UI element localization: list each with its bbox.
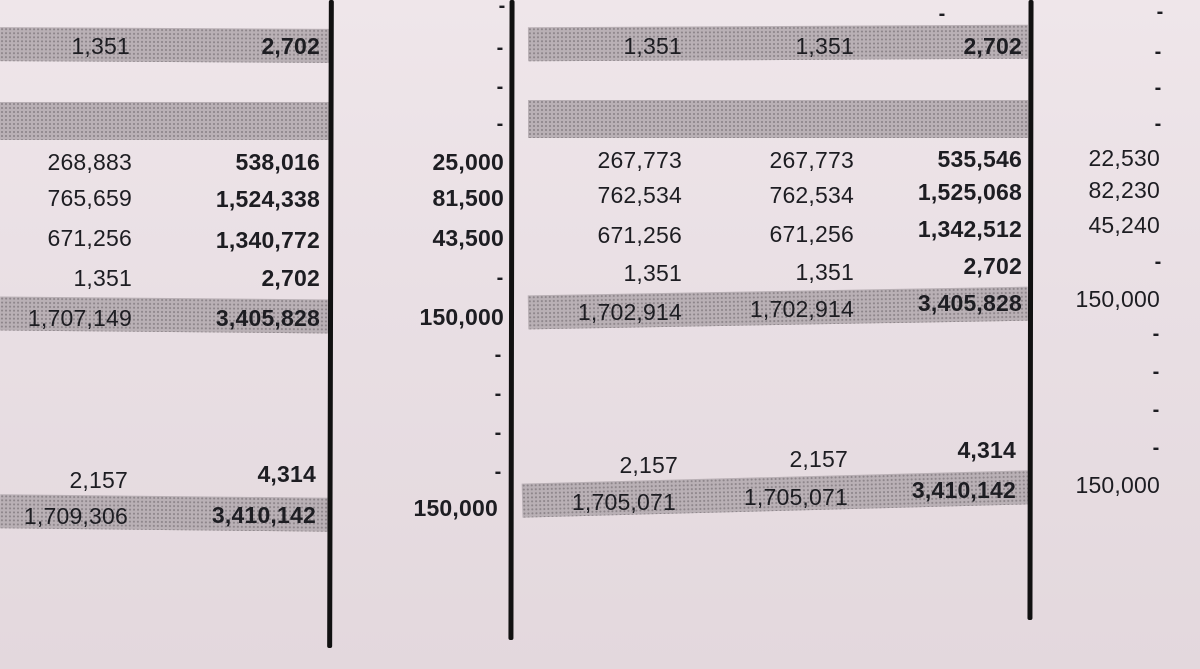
cell-r12-c6: 4,314 — [957, 437, 1016, 463]
cell-top-c7: - — [1156, 1, 1164, 23]
cell-r6-c4: 671,256 — [597, 222, 682, 248]
cell-r3-c7: - — [1154, 113, 1162, 135]
cell-top-c6: - — [938, 3, 946, 25]
cell-r13-c3: 150,000 — [413, 495, 498, 521]
cell-r11-c3: - — [494, 422, 502, 444]
cell-r1-c4: 1,351 — [623, 33, 682, 59]
cell-r4-c5: 267,773 — [769, 147, 854, 173]
cell-r7-c5: 1,351 — [795, 259, 854, 285]
cell-r12-c4: 2,157 — [619, 452, 678, 478]
cell-r1-c6: 2,702 — [963, 33, 1022, 59]
cell-r5-c3: 81,500 — [432, 185, 504, 211]
cell-r5-c1: 765,659 — [47, 185, 132, 211]
cell-r8-c3: 150,000 — [419, 304, 504, 330]
cell-r10-c7: - — [1152, 361, 1160, 383]
cell-r5-c2: 1,524,338 — [215, 186, 320, 212]
cell-r8-c1: 1,707,149 — [27, 305, 132, 331]
cell-r12-c5: 2,157 — [789, 446, 848, 472]
shaded-band-row-3-left — [0, 102, 330, 140]
cell-r5-c5: 762,534 — [769, 182, 854, 208]
cell-r7-c1: 1,351 — [73, 265, 132, 291]
cell-r7-c2: 2,702 — [261, 265, 320, 291]
cell-r1-c3: - — [496, 37, 504, 59]
cell-r13-c1: 1,709,306 — [23, 503, 128, 529]
cell-r9-c3: - — [494, 344, 502, 366]
cell-r4-c7: 22,530 — [1088, 145, 1160, 171]
cell-r13-c7: 150,000 — [1075, 472, 1160, 498]
cell-r12-c7: - — [1152, 437, 1160, 459]
cell-r10-c3: - — [494, 383, 502, 405]
cell-r1-c5: 1,351 — [795, 33, 854, 59]
cell-r12-c1: 2,157 — [69, 467, 128, 493]
cell-r4-c1: 268,883 — [47, 149, 132, 175]
cell-r6-c3: 43,500 — [432, 225, 504, 251]
column-divider-3 — [1027, 0, 1033, 620]
cell-r6-c1: 671,256 — [47, 225, 132, 251]
cell-r7-c6: 2,702 — [963, 253, 1022, 279]
cell-r9-c7: - — [1152, 323, 1160, 345]
shaded-band-row-3-right — [528, 100, 1028, 138]
cell-r6-c5: 671,256 — [769, 221, 854, 247]
cell-r2-c7: - — [1154, 77, 1162, 99]
cell-r5-c6: 1,525,068 — [917, 179, 1022, 205]
column-divider-1 — [327, 0, 334, 648]
cell-r8-c4: 1,702,914 — [577, 299, 682, 325]
cell-r8-c6: 3,405,828 — [917, 290, 1022, 316]
cell-r4-c3: 25,000 — [432, 149, 504, 175]
cell-r7-c7: - — [1154, 251, 1162, 273]
cell-r8-c7: 150,000 — [1075, 286, 1160, 312]
cell-r5-c4: 762,534 — [597, 182, 682, 208]
cell-r4-c2: 538,016 — [235, 149, 320, 175]
cell-r3-c3: - — [496, 113, 504, 135]
cell-r6-c2: 1,340,772 — [215, 227, 320, 253]
cell-r7-c4: 1,351 — [623, 260, 682, 286]
cell-top-c3: - — [498, 0, 506, 17]
cell-r6-c6: 1,342,512 — [917, 216, 1022, 242]
cell-r12-c2: 4,314 — [257, 461, 316, 487]
cell-r11-c7: - — [1152, 399, 1160, 421]
cell-r13-c6: 3,410,142 — [911, 477, 1016, 503]
cell-r13-c4: 1,705,071 — [571, 489, 676, 515]
cell-r7-c3: - — [496, 267, 504, 289]
cell-r8-c5: 1,702,914 — [749, 296, 854, 322]
cell-r8-c2: 3,405,828 — [215, 305, 320, 331]
cell-r1-c1: 1,351 — [71, 33, 130, 59]
cell-r12-c3: - — [494, 461, 502, 483]
cell-r2-c3: - — [496, 76, 504, 98]
cell-r1-c7: - — [1154, 41, 1162, 63]
cell-r6-c7: 45,240 — [1088, 212, 1160, 238]
cell-r1-c2: 2,702 — [261, 33, 320, 59]
cell-r4-c6: 535,546 — [937, 146, 1022, 172]
cell-r4-c4: 267,773 — [597, 147, 682, 173]
cell-r13-c5: 1,705,071 — [743, 484, 848, 510]
cell-r13-c2: 3,410,142 — [211, 502, 316, 528]
cell-r5-c7: 82,230 — [1088, 177, 1160, 203]
